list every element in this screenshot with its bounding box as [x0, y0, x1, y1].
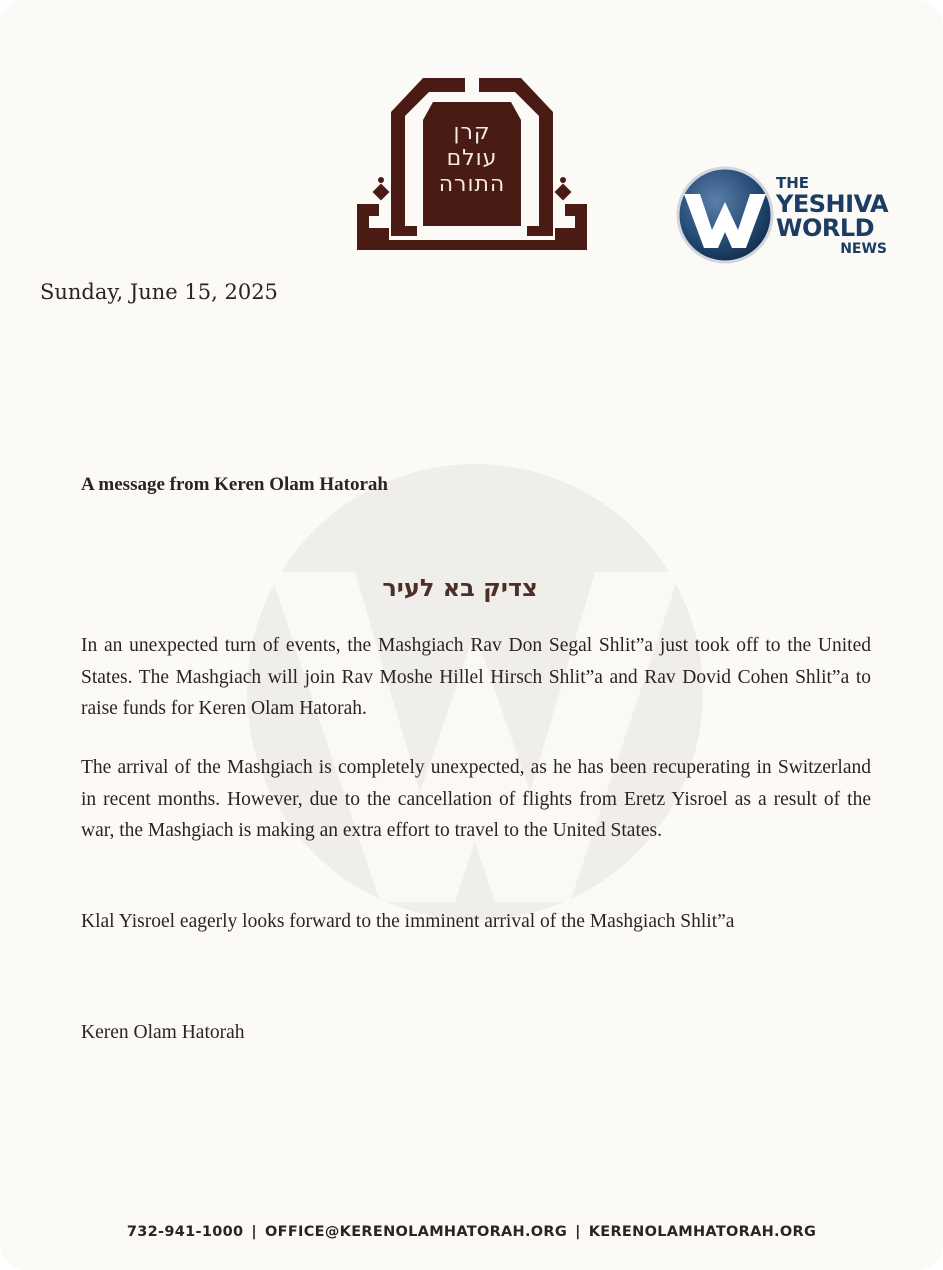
- footer-website[interactable]: KERENOLAMHATORAH.ORG: [588, 1224, 817, 1240]
- ywn-the: THE: [776, 174, 810, 192]
- footer-phone: 732-941-1000: [126, 1224, 244, 1240]
- footer-separator: |: [251, 1224, 257, 1240]
- footer-email[interactable]: OFFICE@KERENOLAMHATORAH.ORG: [264, 1224, 568, 1240]
- signature: Keren Olam Hatorah: [81, 1022, 245, 1043]
- ywn-wordmark: [776, 176, 888, 256]
- ywn-yeshiva: YESHIVA: [776, 190, 889, 218]
- org-logo-hebrew-text: [428, 120, 516, 198]
- paragraph-1: In an unexpected turn of events, the Mashgiach Rav Don Segal Shlit”a just took off to the United States. The Mashgiach will join Rav Moshe Hillel Hirsch Shlit”a and Rav Dovid Cohen Shlit”a to raise funds for Keren Olam Hatorah.: [81, 635, 871, 719]
- footer-contact: [0, 1224, 943, 1240]
- ywn-globe-icon: [676, 166, 774, 264]
- yeshiva-world-news-logo: [676, 166, 890, 264]
- ywn-news: NEWS: [840, 241, 887, 257]
- org-logo-line: קרן: [453, 120, 491, 145]
- letter-date: Sunday, June 15, 2025: [40, 280, 278, 304]
- ywn-world: WORLD: [776, 214, 875, 242]
- paragraph-3: Klal Yisroel eagerly looks forward to the imminent arrival of the Mashgiach Shlit”a: [81, 911, 735, 932]
- hebrew-title: צדיק בא לעיר: [382, 574, 538, 602]
- paragraph-2: The arrival of the Mashgiach is completely unexpected, as he has been recuperating in Switzerland in recent months. However, due to the cancellation of flights from Eretz Yisroel as a result of the war, the Mashgiach is making an extra effort to travel to the United States.: [81, 757, 871, 841]
- letter-subheading: A message from Keren Olam Hatorah: [81, 474, 388, 495]
- org-logo-line: עולם: [446, 146, 498, 171]
- org-logo-line: התורה: [438, 172, 506, 197]
- footer-separator: |: [575, 1224, 581, 1240]
